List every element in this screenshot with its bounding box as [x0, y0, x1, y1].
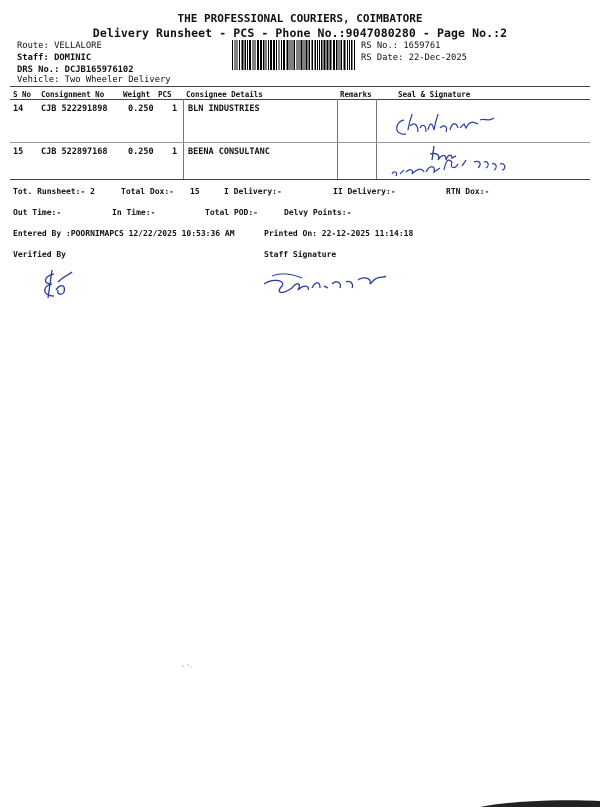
printed-on: Printed On: 22-12-2025 11:14:18	[264, 229, 414, 238]
scan-edge-shadow	[480, 792, 600, 800]
col-header-sno: S No	[13, 90, 32, 99]
recipient-signature-row15	[390, 142, 520, 184]
total-dox-label: Total Dox:-	[121, 187, 174, 196]
staff-signature	[262, 266, 392, 300]
entered-by: Entered By :POORNIMAPCS 12/22/2025 10:53:36 AM	[13, 229, 235, 238]
barcode-image	[232, 40, 356, 70]
scan-artifact	[180, 654, 194, 660]
row-sno: 14	[13, 104, 24, 114]
row-sno: 15	[13, 147, 24, 157]
staff-signature-label: Staff Signature	[264, 250, 337, 259]
total-pod: Total POD:-	[205, 208, 258, 217]
route-label: Route: VELLALORE	[17, 41, 102, 51]
rs-date: RS Date: 22-Dec-2025	[361, 53, 467, 63]
row-weight: 0.250	[128, 147, 154, 157]
col-header-consignment: Consignment No	[41, 90, 105, 99]
row-consignment: CJB 522291898	[41, 104, 108, 114]
verified-by-label: Verified By	[13, 250, 66, 259]
row-consignment: CJB 522897168	[41, 147, 108, 157]
staff-label: Staff: DOMINIC	[17, 53, 92, 63]
out-time: Out Time:-	[13, 208, 62, 217]
runsheet-subtitle: Delivery Runsheet - PCS - Phone No.:9047080280 - Page No.:2	[92, 26, 508, 40]
col-header-remarks: Remarks	[340, 90, 372, 99]
tot-runsheet: Tot. Runsheet:- 2	[13, 187, 95, 196]
row-weight: 0.250	[128, 104, 154, 114]
in-time: In Time:-	[112, 208, 156, 217]
col-header-pcs: PCS	[158, 90, 172, 99]
company-title: THE PROFESSIONAL COURIERS, COIMBATORE	[177, 12, 423, 25]
recipient-signature-row14	[390, 108, 500, 140]
delvy-points: Delvy Points:-	[284, 208, 352, 217]
rtn-dox: RTN Dox:-	[446, 187, 490, 196]
col-header-consignee: Consignee Details	[186, 90, 263, 99]
vehicle-label: Vehicle: Two Wheeler Delivery	[17, 75, 171, 85]
col-header-weight: Weight	[123, 90, 151, 99]
row-consignee: BEENA CONSULTANC	[188, 147, 270, 157]
row-pcs: 1	[172, 147, 178, 157]
row-pcs: 1	[172, 104, 178, 114]
rs-number: RS No.: 1659761	[361, 41, 441, 51]
drs-number: DRS No.: DCJB165976102	[17, 65, 134, 75]
col-header-seal: Seal & Signature	[398, 90, 471, 99]
ii-delivery: II Delivery:-	[333, 187, 396, 196]
verifier-signature	[38, 268, 78, 302]
row-consignee: BLN INDUSTRIES	[188, 104, 260, 114]
i-delivery: I Delivery:-	[224, 187, 282, 196]
total-dox-value: 15	[190, 187, 200, 196]
